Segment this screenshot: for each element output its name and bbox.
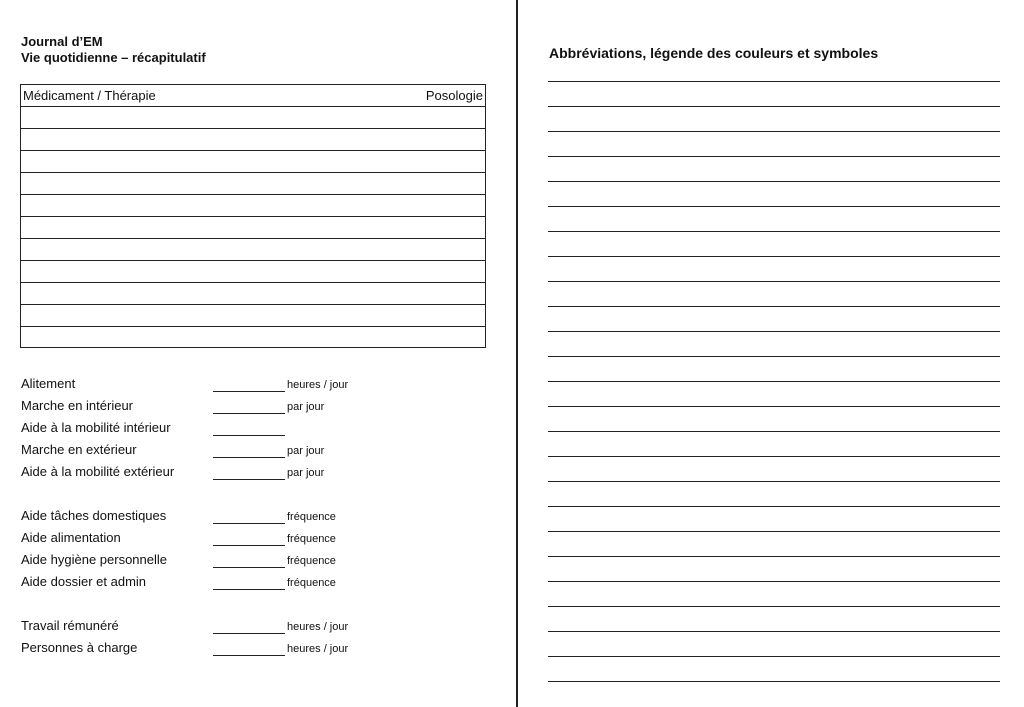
field-unit: heures / jour <box>287 643 349 655</box>
field-label: Alitement <box>21 376 76 391</box>
field-blank-line[interactable] <box>213 435 285 436</box>
medication-row[interactable] <box>21 195 485 217</box>
ruled-line[interactable] <box>548 206 1000 231</box>
medication-row[interactable] <box>21 129 485 151</box>
field-row <box>21 640 421 662</box>
document-title <box>21 34 206 66</box>
field-blank-line[interactable] <box>213 545 285 546</box>
right-page <box>518 0 1024 707</box>
ruled-line[interactable] <box>548 431 1000 456</box>
field-unit: heures / jour <box>287 379 349 391</box>
medication-row[interactable] <box>21 327 485 349</box>
medication-row[interactable] <box>21 173 485 195</box>
ruled-line[interactable] <box>548 606 1000 631</box>
ruled-line[interactable] <box>548 531 1000 556</box>
field-unit: par jour <box>287 467 325 479</box>
ruled-line[interactable] <box>548 456 1000 481</box>
field-unit: heures / jour <box>287 621 349 633</box>
legend-title: Abbréviations, légende des couleurs et symboles <box>549 45 879 61</box>
medication-row[interactable] <box>21 305 485 327</box>
field-blank-line[interactable] <box>213 567 285 568</box>
field-label: Aide hygiène personnelle <box>21 552 167 567</box>
ruled-line[interactable] <box>548 681 1000 706</box>
field-row <box>21 464 421 486</box>
field-label: Aide à la mobilité extérieur <box>21 464 175 479</box>
field-blank-line[interactable] <box>213 523 285 524</box>
ruled-line[interactable] <box>548 131 1000 156</box>
medication-row[interactable] <box>21 239 485 261</box>
ruled-line[interactable] <box>548 481 1000 506</box>
assistance-fields <box>21 508 421 596</box>
field-blank-line[interactable] <box>213 633 285 634</box>
ruled-line[interactable] <box>548 356 1000 381</box>
field-label: Aide à la mobilité intérieur <box>21 420 171 435</box>
field-label: Aide dossier et admin <box>21 574 147 589</box>
medication-row[interactable] <box>21 217 485 239</box>
title-line-2: Vie quotidienne – récapitulatif <box>21 50 206 65</box>
field-blank-line[interactable] <box>213 391 285 392</box>
field-row <box>21 552 421 574</box>
ruled-line[interactable] <box>548 381 1000 406</box>
field-label: Travail rémunéré <box>21 618 119 633</box>
field-row <box>21 398 421 420</box>
ruled-line[interactable] <box>548 306 1000 331</box>
field-row <box>21 508 421 530</box>
work-fields <box>21 618 421 662</box>
field-unit: fréquence <box>287 555 336 567</box>
ruled-line[interactable] <box>548 281 1000 306</box>
field-row <box>21 618 421 640</box>
field-label: Marche en intérieur <box>21 398 133 413</box>
field-row <box>21 442 421 464</box>
medication-column-header: Médicament / Thérapie <box>23 88 156 103</box>
medication-row[interactable] <box>21 107 485 129</box>
field-label: Aide tâches domestiques <box>21 508 167 523</box>
field-unit: par jour <box>287 401 325 413</box>
field-unit: fréquence <box>287 533 336 545</box>
dosage-column-header: Posologie <box>425 88 483 103</box>
field-label: Personnes à charge <box>21 640 138 655</box>
field-blank-line[interactable] <box>213 589 285 590</box>
field-label: Aide alimentation <box>21 530 121 545</box>
field-row <box>21 530 421 552</box>
medication-table-header <box>21 85 485 107</box>
medication-row[interactable] <box>21 151 485 173</box>
field-blank-line[interactable] <box>213 413 285 414</box>
field-unit: fréquence <box>287 577 336 589</box>
ruled-line[interactable] <box>548 156 1000 181</box>
ruled-line[interactable] <box>548 231 1000 256</box>
ruled-lines <box>548 81 1000 706</box>
field-blank-line[interactable] <box>213 655 285 656</box>
field-blank-line[interactable] <box>213 457 285 458</box>
mobility-fields <box>21 376 421 486</box>
medication-row[interactable] <box>21 283 485 305</box>
ruled-line[interactable] <box>548 656 1000 681</box>
ruled-line[interactable] <box>548 631 1000 656</box>
medication-row[interactable] <box>21 261 485 283</box>
ruled-line[interactable] <box>548 406 1000 431</box>
ruled-line[interactable] <box>548 506 1000 531</box>
ruled-line[interactable] <box>548 556 1000 581</box>
field-unit: fréquence <box>287 511 336 523</box>
ruled-line[interactable] <box>548 331 1000 356</box>
field-unit: par jour <box>287 445 325 457</box>
field-row <box>21 376 421 398</box>
ruled-line[interactable] <box>548 81 1000 106</box>
field-blank-line[interactable] <box>213 479 285 480</box>
ruled-line[interactable] <box>548 581 1000 606</box>
field-label: Marche en extérieur <box>21 442 137 457</box>
ruled-line[interactable] <box>548 106 1000 131</box>
field-row <box>21 574 421 596</box>
ruled-line[interactable] <box>548 256 1000 281</box>
ruled-line[interactable] <box>548 181 1000 206</box>
title-line-1: Journal d’EM <box>21 34 103 49</box>
medication-table <box>20 84 486 348</box>
field-row <box>21 420 421 442</box>
